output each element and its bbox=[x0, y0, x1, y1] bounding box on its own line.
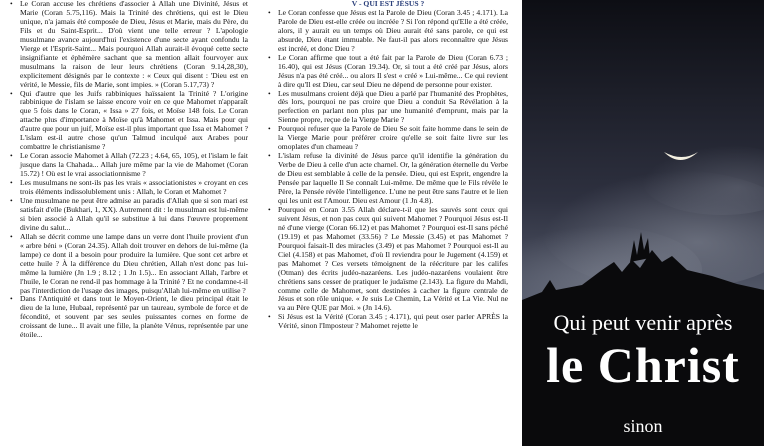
bullet-marker: • bbox=[268, 52, 271, 62]
bullet-paragraph bbox=[10, 0, 248, 90]
paragraph-text: Les musulmans ne sont-ils pas les vrais « associationistes » croyant en ces trois éléments indissolublement unis : Allah, le Coran et Mahomet ? bbox=[20, 178, 248, 197]
bullet-marker: • bbox=[268, 124, 271, 134]
bullet-paragraph bbox=[268, 313, 508, 331]
paragraph-text: Une musulmane ne peut être admise au paradis d'Allah que si son mari est satisfait d'elle (Bukhari, 1, XX). Autrement dit : le musulman est lui-même si bien associé à Allah qu'il se substitue à lui dans l'œuvre proprement divine du salut... bbox=[20, 195, 248, 232]
left-text-column bbox=[10, 0, 248, 446]
cover-panel bbox=[522, 0, 764, 446]
bullet-marker: • bbox=[10, 195, 13, 205]
cover-title-main: le Christ bbox=[546, 337, 740, 393]
paragraph-text: Si Jésus est la Vérité (Coran 3.45 ; 4.171), qui peut oser parler APRÈS la Vérité, sinon l'Imposteur ? Mahomet rejette le bbox=[278, 312, 508, 331]
bullet-marker: • bbox=[10, 178, 13, 188]
paragraph-text: L'islam refuse la divinité de Jésus parce qu'il identifie la génération du Verbe de Dieu à celle d'un acte charnel. Or, la génération éternelle du Verbe de Dieu est semblable à celle de la pensée. Dieu, qui est Esprit, engendre la Pensée par laquelle Il Se connaît Lui-même. De même que le Fils révèle le Père, la Pensée révèle l'intelligence. L'une ne peut être sans l'autre et le lien qui les unit est l'Amour. Dieu est Amour (1 Jn 4.8). bbox=[278, 151, 508, 205]
middle-text-column bbox=[268, 0, 508, 446]
cover-title-bottom: sinon bbox=[623, 416, 663, 436]
paragraph-text: Pourquoi en Coran 3.55 Allah déclare-t-il que les sauvés sont ceux qui suivent Jésus, et non pas ceux qui suivent Mahomet ? Pourquoi Jésus est-Il né d'une vierge (Coran 66.12) et pas Mahomet ? Pourquoi est-Il sans péché (19.19) et pas Mahomet (33.56) ? Le Messie (3.45) et pas Mahomet ? Pourquoi faisait-Il des miracles (3.49) et pas Mahomet ? Pourquoi est-Il au Ciel (4.158) et pas Mahomet, d'où Il reviendra pour le Jugement (4.159) et pas Mahomet ? Ces versets témoignent de la réécriture par les califes (Otman) des écrits judéo-nazaréens. Les judéo-nazaréens voulaient être chrétiens sans cesser de pratiquer le judaïsme (2.143). La figure du Mahdi, comme celle de Mahomet, sont destinées à cacher la figure centrale de Jésus et son rôle unique. « Je suis Le Chemin, La Vérité et La Vie. Nul ne va au Père QUE par Moi. » (Jn 14.6). bbox=[278, 204, 508, 313]
bullet-marker: • bbox=[268, 151, 271, 161]
bullet-paragraph bbox=[10, 295, 248, 340]
bullet-marker: • bbox=[10, 231, 13, 241]
bullet-paragraph bbox=[10, 152, 248, 179]
bullet-marker: • bbox=[10, 0, 13, 8]
paragraph-text: Qui d'autre que les Juifs rabbiniques haïssaient la Trinité ? L'origine rabbinique de l'islam se laisse encore voir en ce que Mahomet n'apparaît que 5 fois dans le Coran, « Issa » 27 fois, et Moïse 148 fois. Le Coran attache plus d'importance à Moïse qu'à Mahomet et Issa. Mais pour qui d'autre que pour un juif, Moïse est-il plus important que Issa et Mahomet ? L'islam est-il autre chose qu'un Talmud inculqué aux Arabes pour combattre le christianisme ? bbox=[20, 88, 248, 152]
paragraph-text: Dans l'Antiquité et dans tout le Moyen-Orient, le dieu principal était le dieu de la lune, Hubaal, représenté par un taureau, symbole de force et de fécondité, et souvent par ses seules puissantes cornes en forme de croissant de lune... Il avait une fille, la planète Vénus, représentée par une étoile... bbox=[20, 294, 248, 340]
bullet-marker: • bbox=[10, 88, 13, 98]
bullet-paragraph bbox=[268, 54, 508, 90]
bullet-paragraph bbox=[10, 179, 248, 197]
bullet-marker: • bbox=[268, 312, 271, 322]
bullet-marker: • bbox=[268, 7, 271, 17]
paragraph-text: Les musulmans croient déjà que Dieu a parlé par l'humanité des Prophètes, dès lors, pourquoi ne pas croire que Dieu a conduit Sa Révélation à la perfection en parlant non plus par une humanité d'emprunt, mais par la Sienne propre, reçue de la Vierge Marie ? bbox=[278, 88, 508, 125]
paragraph-text: Le Coran confesse que Jésus est la Parole de Dieu (Coran 3.45 ; 4.171). La Parole de Dieu est-elle créée ou incréée ? Si l'on répond qu'Elle a été créée, alors, il y aurait eu un temps où Dieu aurait été sans parole, ce qui est absurde, Dieu étant immuable. Ne faut-il pas alors reconnaître que Jésus est incréé, et donc Dieu ? bbox=[278, 7, 508, 53]
bullet-paragraph bbox=[268, 90, 508, 126]
cover-title-top: Qui peut venir après bbox=[553, 310, 733, 335]
bullet-marker: • bbox=[268, 88, 271, 98]
bullet-marker: • bbox=[268, 204, 271, 214]
bullet-paragraph bbox=[268, 206, 508, 313]
paragraph-text: Le Coran accuse les chrétiens d'associer à Allah une Divinité, Jésus et Marie (Coran 5.75,116). Mais la Trinité des chrétiens, qui est le Dieu unique, n'a jamais été composée de Dieu, Jésus et Marie, mais du Père, du Fils et du Saint-Esprit... D'où vient une telle erreur ? L'apologie musulmane avance aujourd'hui l'existence d'une secte ayant confondu la Vierge et l'Esprit-Saint... Mais pourquoi Allah aurait-il évoqué cette secte insignifiante et éphémère sachant que sa mention allait fourvoyer aux musulmans la raison de leur leurs chrétiens (Coran 9.14,28,30), explicitement désignés par le contexte : « Ceux qui disent : 'Dieu est en vérité, le Messie, fils de Marie, sont impies. » (Coran 5.17,73) ? bbox=[20, 0, 248, 89]
section-heading: V - QUI EST JÉSUS ? bbox=[351, 0, 425, 8]
bullet-paragraph bbox=[10, 197, 248, 233]
bullet-paragraph bbox=[10, 90, 248, 153]
paragraph-text: Allah se décrit comme une lampe dans un verre dont l'huile provient d'un « arbre béni » (Coran 24.35). Allah doit trouver en dehors de lui-même (la lampe) ce dont il a besoin pour produire la lumière. Que sont cet arbre et cette huile ? À la différence du Dieu chrétien, Allah n'est donc pas lui-même la lumière (Jn 1.9 ; 8.12 ; 1 Jn 1.5)... En associant Allah, l'arbre et l'huile, le Coran ne rend-il pas hommage à la Trinité ? Et ne condamne-t-il pas l'interdiction de l'usage des images, puisqu'Allah lui-même en utilise ? bbox=[20, 231, 248, 295]
bullet-marker: • bbox=[10, 294, 13, 304]
bullet-paragraph bbox=[268, 152, 508, 206]
bullet-marker: • bbox=[10, 151, 13, 161]
bullet-paragraph bbox=[268, 9, 508, 54]
paragraph-text: Le Coran associe Mahomet à Allah (72.23 ; 4.64, 65, 105), et l'islam le fait jusque dans la Chahada... Allah jure même par la vie de Mahomet (Coran 15.72) ! Où est le vrai associationnisme ? bbox=[20, 151, 248, 179]
bullet-paragraph bbox=[268, 125, 508, 152]
paragraph-text: Pourquoi refuser que la Parole de Dieu Se soit faite homme dans le sein de la Vierge Marie pour préférer croire qu'elle se soit faite livre sur les omoplates d'un chameau ? bbox=[278, 124, 508, 152]
paragraph-text: Le Coran affirme que tout a été fait par la Parole de Dieu (Coran 6.73 ; 16.40), qui est Jésus (Coran 19.34). Or, si tout a été créé par Jésus, alors Jésus n'a pas été créé... ou alors Il s'est « créé » Lui-même... Ce qui revient à dire qu'Il est Dieu, car seul Dieu ne dépend de personne pour exister. bbox=[278, 52, 508, 89]
bullet-paragraph bbox=[10, 233, 248, 296]
